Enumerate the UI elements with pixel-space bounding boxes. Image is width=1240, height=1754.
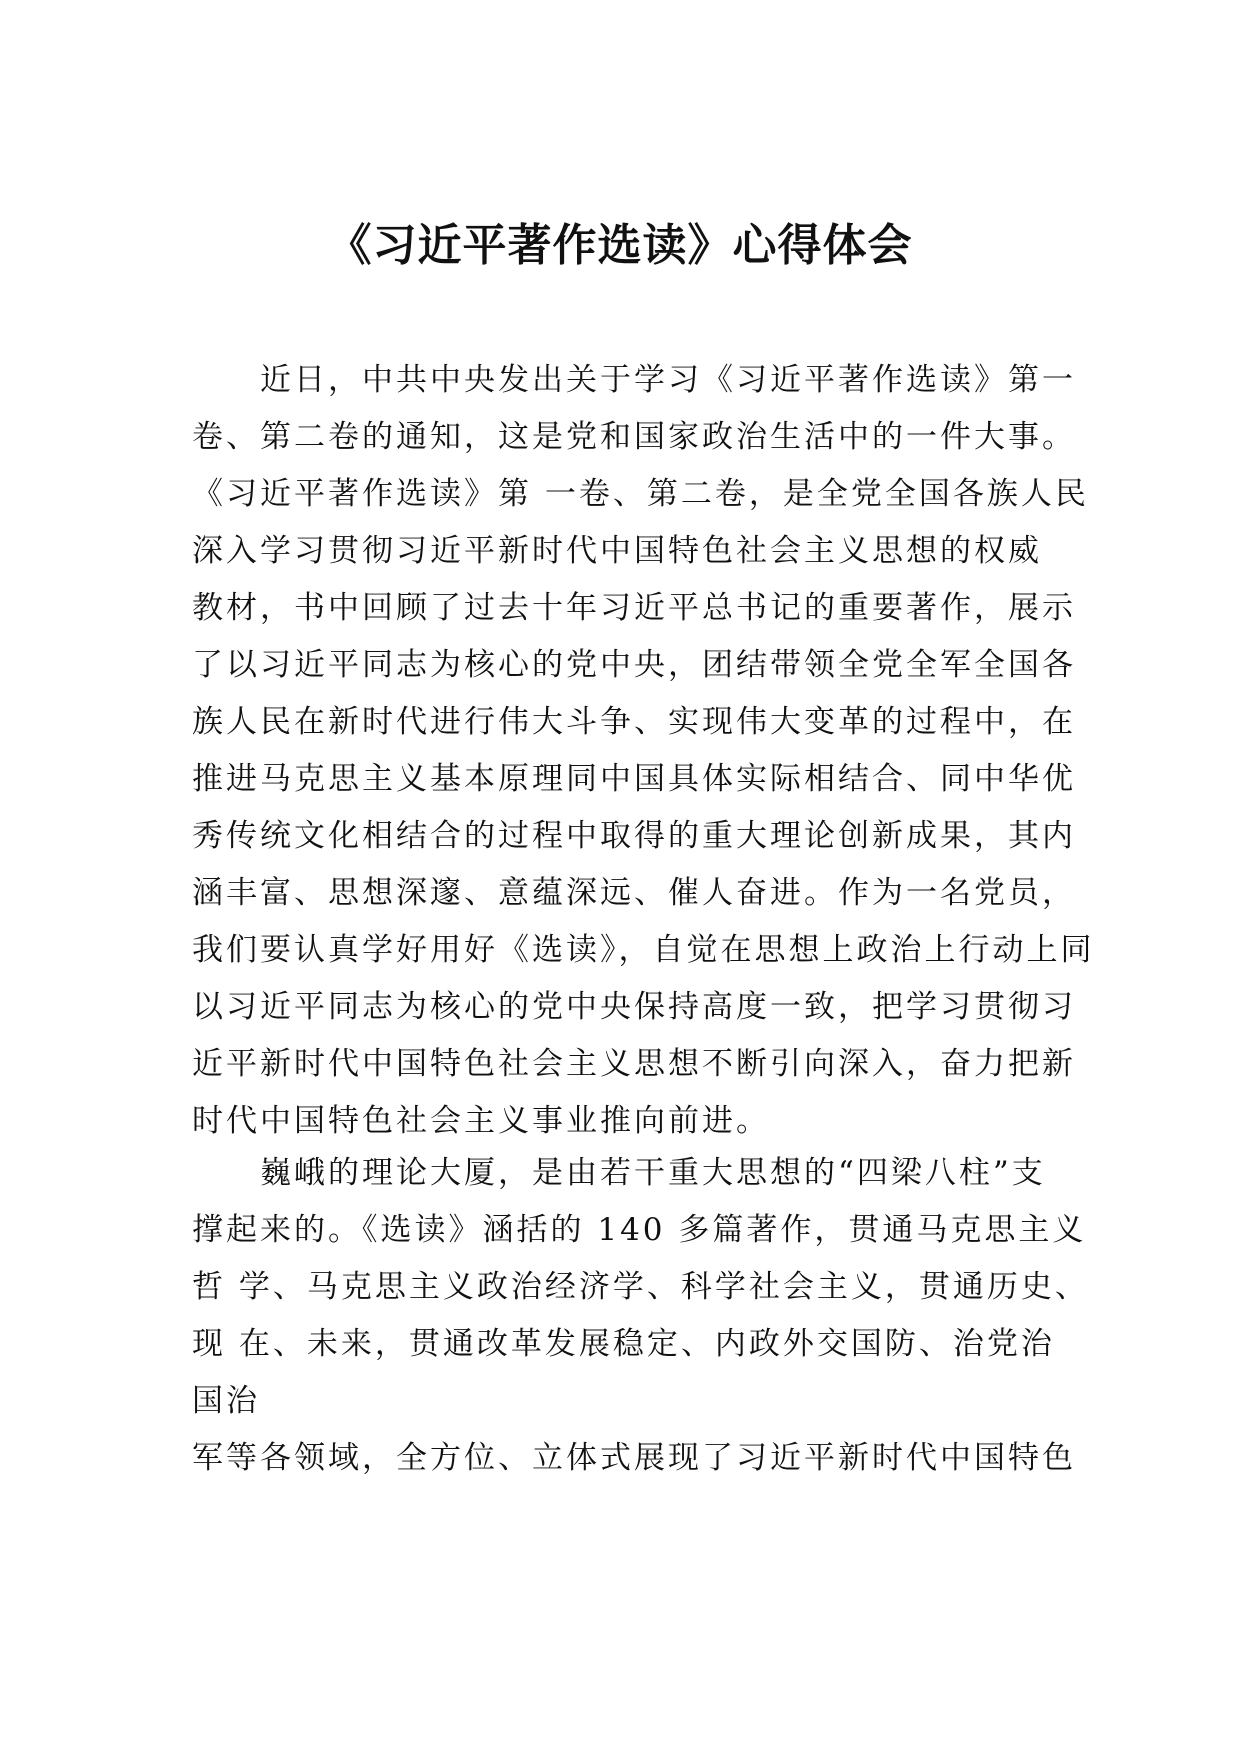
- paragraph-line: 时代中国特色社会主义事业推向前进。: [192, 1103, 770, 1139]
- paragraph-line: 族人民在新时代进行伟大斗争、实现伟大变革的过程中，在: [192, 704, 1076, 740]
- paragraph-line: 了以习近平同志为核心的党中央，团结带领全党全军全国各: [192, 647, 1076, 683]
- paragraph-line: 教材，书中回顾了过去十年习近平总书记的重要著作，展示: [192, 590, 1076, 626]
- paragraph-line: 巍峨的理论大厦，是由若干重大思想的“四梁八柱”支: [260, 1155, 1046, 1191]
- paragraph-line: 撑起来的。《选读》涵括的 140 多篇著作，贯通马克思主义: [192, 1212, 1087, 1248]
- paragraph-line: 国治: [192, 1383, 260, 1419]
- paragraph-line: 《习近平著作选读》第 一卷、第二卷，是全党全国各族人民: [192, 476, 1089, 512]
- paragraph-line: 涵丰富、思想深邃、意蕴深远、催人奋进。作为一名党员，: [192, 875, 1076, 911]
- paragraph-line: 推进马克思主义基本原理同中国具体实际相结合、同中华优: [192, 761, 1076, 797]
- paragraph-line: 哲 学、马克思主义政治经济学、科学社会主义，贯通历史、: [192, 1269, 1089, 1305]
- paragraph-line: 以习近平同志为核心的党中央保持高度一致，把学习贯彻习: [192, 989, 1076, 1025]
- paragraph-line: 深入学习贯彻习近平新时代中国特色社会主义思想的权威: [192, 533, 1042, 569]
- paragraph-1: [192, 352, 1095, 1150]
- paragraph-line: 军等各领域，全方位、立体式展现了习近平新时代中国特色: [192, 1440, 1076, 1476]
- paragraph-line: 我们要认真学好用好《选读》，自觉在思想上政治上行动上同: [192, 932, 1095, 968]
- paragraph-line: 卷、第二卷的通知，这是党和国家政治生活中的一件大事。: [192, 419, 1076, 455]
- paragraph-line: 近平新时代中国特色社会主义思想不断引向深入，奋力把新: [192, 1046, 1076, 1082]
- paragraph-2: [192, 1145, 1089, 1487]
- document-title: 《习近平著作选读》心得体会: [327, 220, 913, 271]
- paragraph-line: 现 在、未来，贯通改革发展稳定、内政外交国防、治党治: [192, 1326, 1055, 1362]
- paragraph-line: 近日，中共中央发出关于学习《习近平著作选读》第一: [260, 362, 1076, 398]
- paragraph-line: 秀传统文化相结合的过程中取得的重大理论创新成果，其内: [192, 818, 1076, 854]
